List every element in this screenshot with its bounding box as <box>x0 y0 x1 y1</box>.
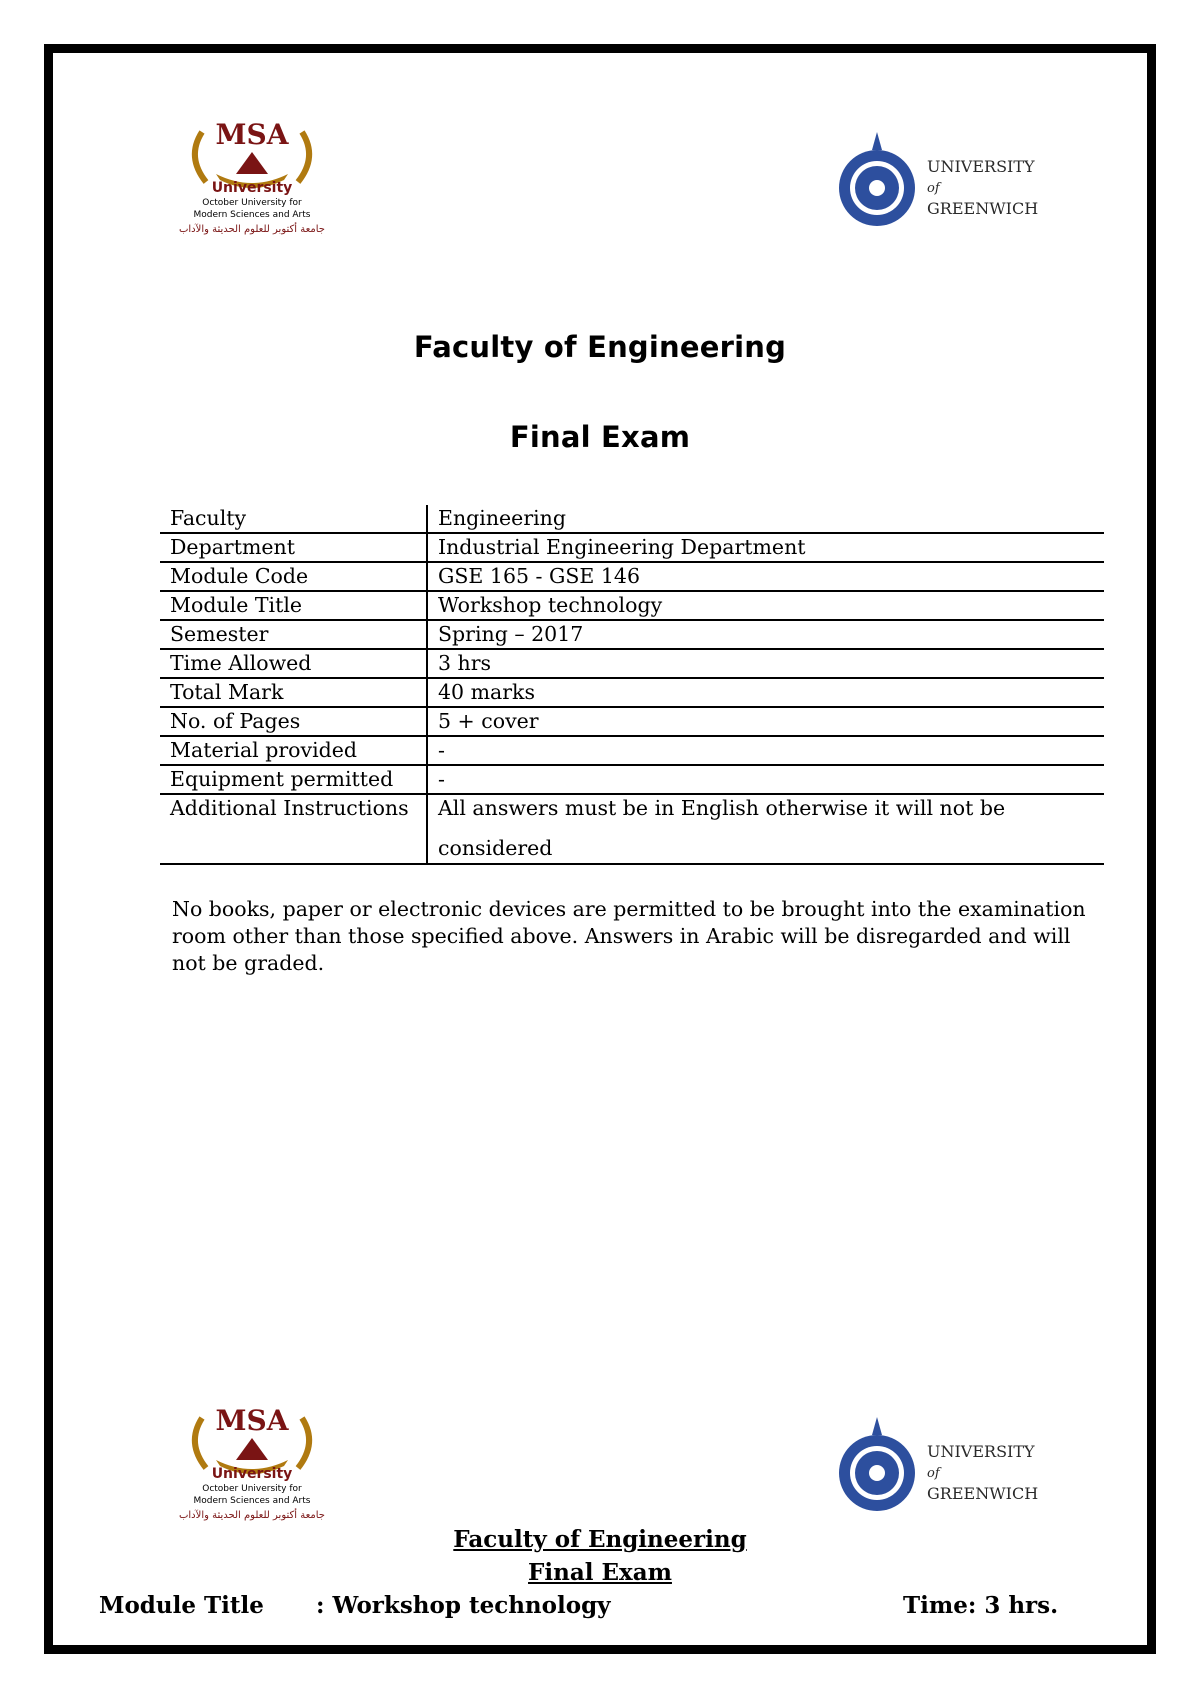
row-label: Module Code <box>160 562 427 591</box>
msa-arabic: جامعة أكتوبر للعلوم الحديثة والآداب <box>178 224 326 235</box>
msa-university-logo <box>172 112 332 242</box>
greenwich-line3: GREENWICH <box>927 199 1039 218</box>
msa-name: University <box>211 180 293 196</box>
msa-name: University <box>211 1466 293 1482</box>
table-row <box>160 736 1104 765</box>
row-label: No. of Pages <box>160 707 427 736</box>
greenwich-line1: UNIVERSITY <box>927 1442 1035 1461</box>
table-row <box>160 591 1104 620</box>
greenwich-line2: of <box>927 1466 940 1481</box>
faculty-heading: Faculty of Engineering <box>413 330 787 364</box>
table-row <box>160 794 1104 864</box>
row-value: 3 hrs <box>438 651 492 675</box>
exam-rules-notice: No books, paper or electronic devices are permitted to be brought into the examination room other than those specified above. Answers in Arabic will be disregarded and will not be graded. <box>172 897 1086 975</box>
footer-time: Time: 3 hrs. <box>903 1592 1059 1619</box>
footer-final-exam: Final Exam <box>528 1559 672 1586</box>
row-label: Material provided <box>160 736 427 765</box>
row-value: Workshop technology <box>438 593 663 617</box>
table-row <box>160 533 1104 562</box>
table-row <box>160 649 1104 678</box>
row-label: Faculty <box>160 505 427 533</box>
footer-faculty: Faculty of Engineering <box>453 1526 747 1553</box>
row-value: Spring – 2017 <box>438 622 584 646</box>
row-value: - <box>438 738 445 762</box>
row-label: Time Allowed <box>160 649 427 678</box>
footer-module-value: : Workshop technology <box>316 1592 611 1619</box>
final-exam-heading: Final Exam <box>509 420 691 454</box>
row-value: GSE 165 - GSE 146 <box>438 564 641 588</box>
row-value: 5 + cover <box>438 709 539 733</box>
row-label: Department <box>160 533 427 562</box>
table-row <box>160 620 1104 649</box>
row-label: Module Title <box>160 591 427 620</box>
row-value <box>427 794 1104 864</box>
table-row <box>160 562 1104 591</box>
row-value: Industrial Engineering Department <box>438 535 806 559</box>
exam-info-table <box>160 505 1104 865</box>
msa-line2: Modern Sciences and Arts <box>193 1496 311 1506</box>
greenwich-university-logo <box>832 130 1052 230</box>
table-row <box>160 765 1104 794</box>
row-label: Additional Instructions <box>160 794 427 864</box>
row-value: 40 marks <box>438 680 536 704</box>
row-label: Semester <box>160 620 427 649</box>
instruction-line-1: All answers must be in English otherwise it will not be <box>438 796 1006 820</box>
msa-arabic: جامعة أكتوبر للعلوم الحديثة والآداب <box>178 1510 326 1521</box>
greenwich-line1: UNIVERSITY <box>927 157 1035 176</box>
footer-module-label: Module Title <box>99 1592 264 1619</box>
msa-line1: October University for <box>202 1484 302 1494</box>
row-label: Total Mark <box>160 678 427 707</box>
table-row <box>160 678 1104 707</box>
msa-university-logo-footer <box>172 1398 332 1528</box>
row-label: Equipment permitted <box>160 765 427 794</box>
msa-mark: MSA <box>215 1404 289 1437</box>
msa-mark: MSA <box>215 118 289 151</box>
row-value: Engineering <box>438 506 566 530</box>
row-value: - <box>438 767 445 791</box>
instruction-line-2: considered <box>438 836 553 860</box>
msa-line2: Modern Sciences and Arts <box>193 210 311 220</box>
table-row <box>160 505 1104 533</box>
msa-line1: October University for <box>202 198 302 208</box>
table-row <box>160 707 1104 736</box>
greenwich-line2: of <box>927 181 940 196</box>
greenwich-university-logo-footer <box>832 1415 1052 1515</box>
greenwich-line3: GREENWICH <box>927 1484 1039 1503</box>
